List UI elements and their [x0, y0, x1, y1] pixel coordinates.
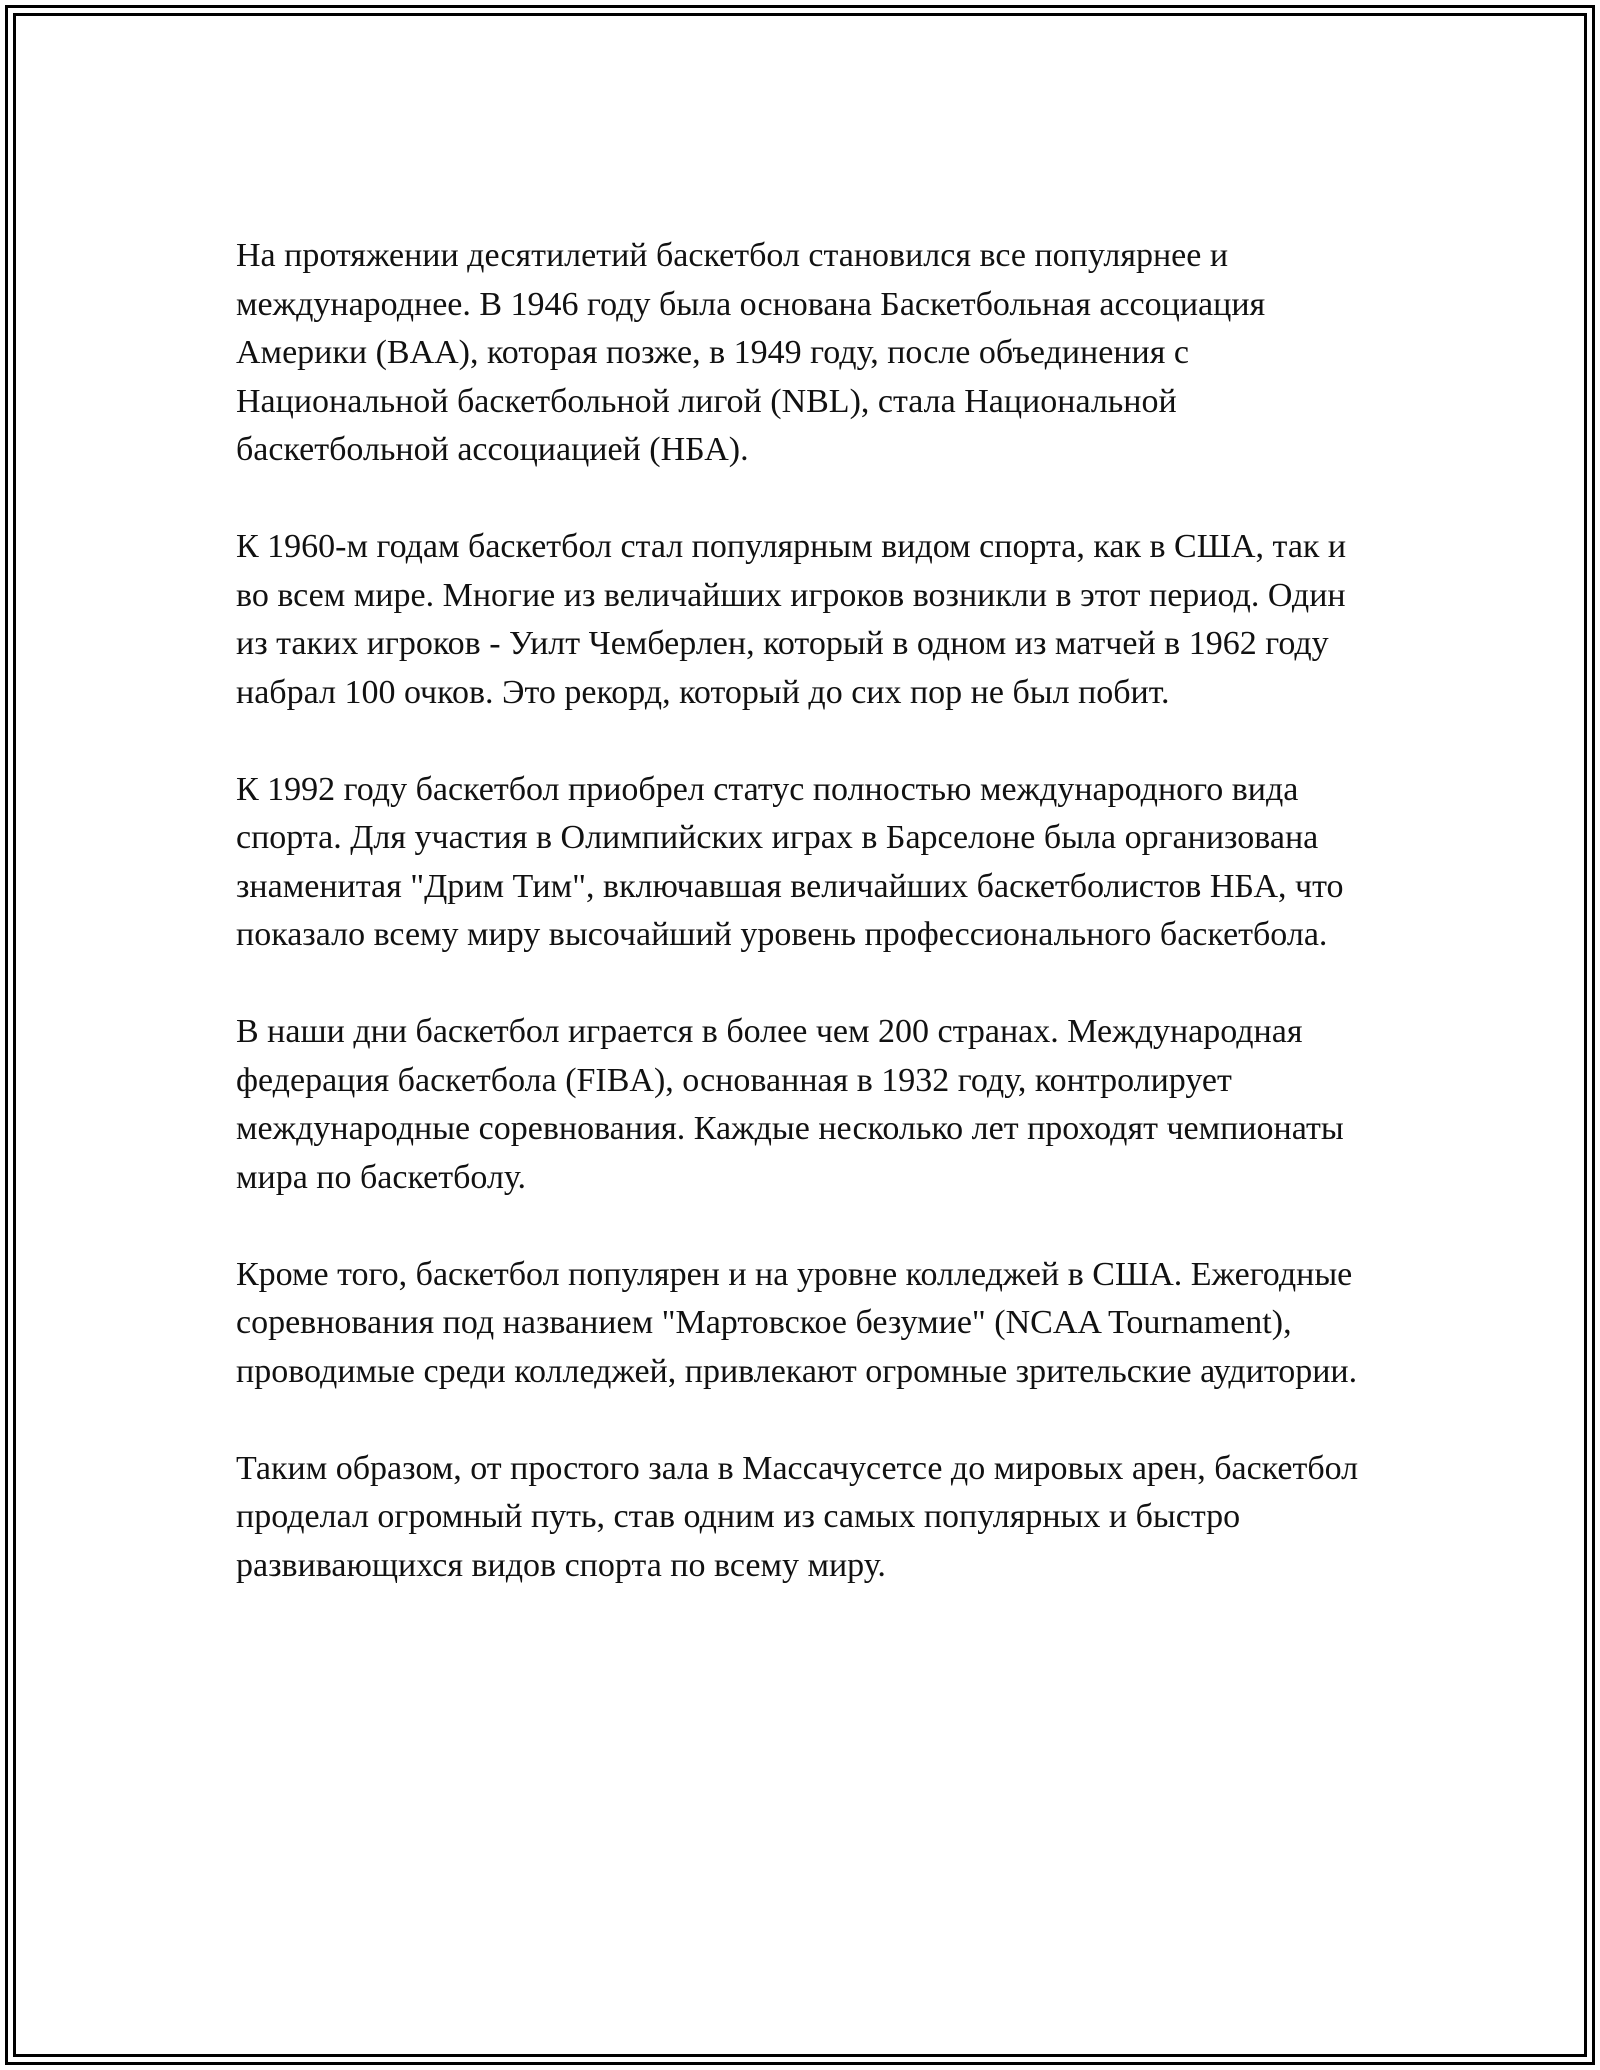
document-body: [236, 232, 1376, 1639]
paragraph-conclusion: Таким образом, от простого зала в Массачусетсе до мировых арен, баскетбол проделал огромный путь, став одним из самых популярных и быстро развивающихся видов спорта по всему миру.: [236, 1449, 1359, 1584]
paragraph-1960s-chamberlain: К 1960-м годам баскетбол стал популярным видом спорта, как в США, так и во всем мире. Многие из величайших игроков возникли в этот период. Один из таких игроков - Уилт Чемберлен, который в одном из матчей в 1962 году набрал 100 очков. Это рекорд, который до сих пор не был побит.: [236, 528, 1347, 711]
paragraph-fiba-today: В наши дни баскетбол играется в более чем 200 странах. Международная федерация баскетбола (FIBA), основанная в 1932 году, контролирует международные соревнования. Каждые несколько лет проходят чемпионаты мира по баскетболу.: [236, 1013, 1344, 1196]
paragraph-1992-dream-team: К 1992 году баскетбол приобрел статус полностью международного вида спорта. Для участия в Олимпийских играх в Барселоне была организована знаменитая "Дрим Тим", включавшая величайших баскетболистов НБА, что показало всему миру высочайший уровень профессионального баскетбола.: [236, 770, 1344, 953]
paragraph-baa-nba-history: На протяжении десятилетий баскетбол становился все популярнее и международнее. В 1946 году была основана Баскетбольная ассоциация Америки (BAA), которая позже, в 1949 году, после объединения с Национальной баскетбольной лигой (NBL), стала Национальной баскетбольной ассоциацией (НБА).: [236, 237, 1266, 468]
paragraph-ncaa-march-madness: Кроме того, баскетбол популярен и на уровне колледжей в США. Ежегодные соревнования под названием "Мартовское безумие" (NCAA Tournament), проводимые среди колледжей, привлекают огромные зрительские аудитории.: [236, 1255, 1358, 1390]
